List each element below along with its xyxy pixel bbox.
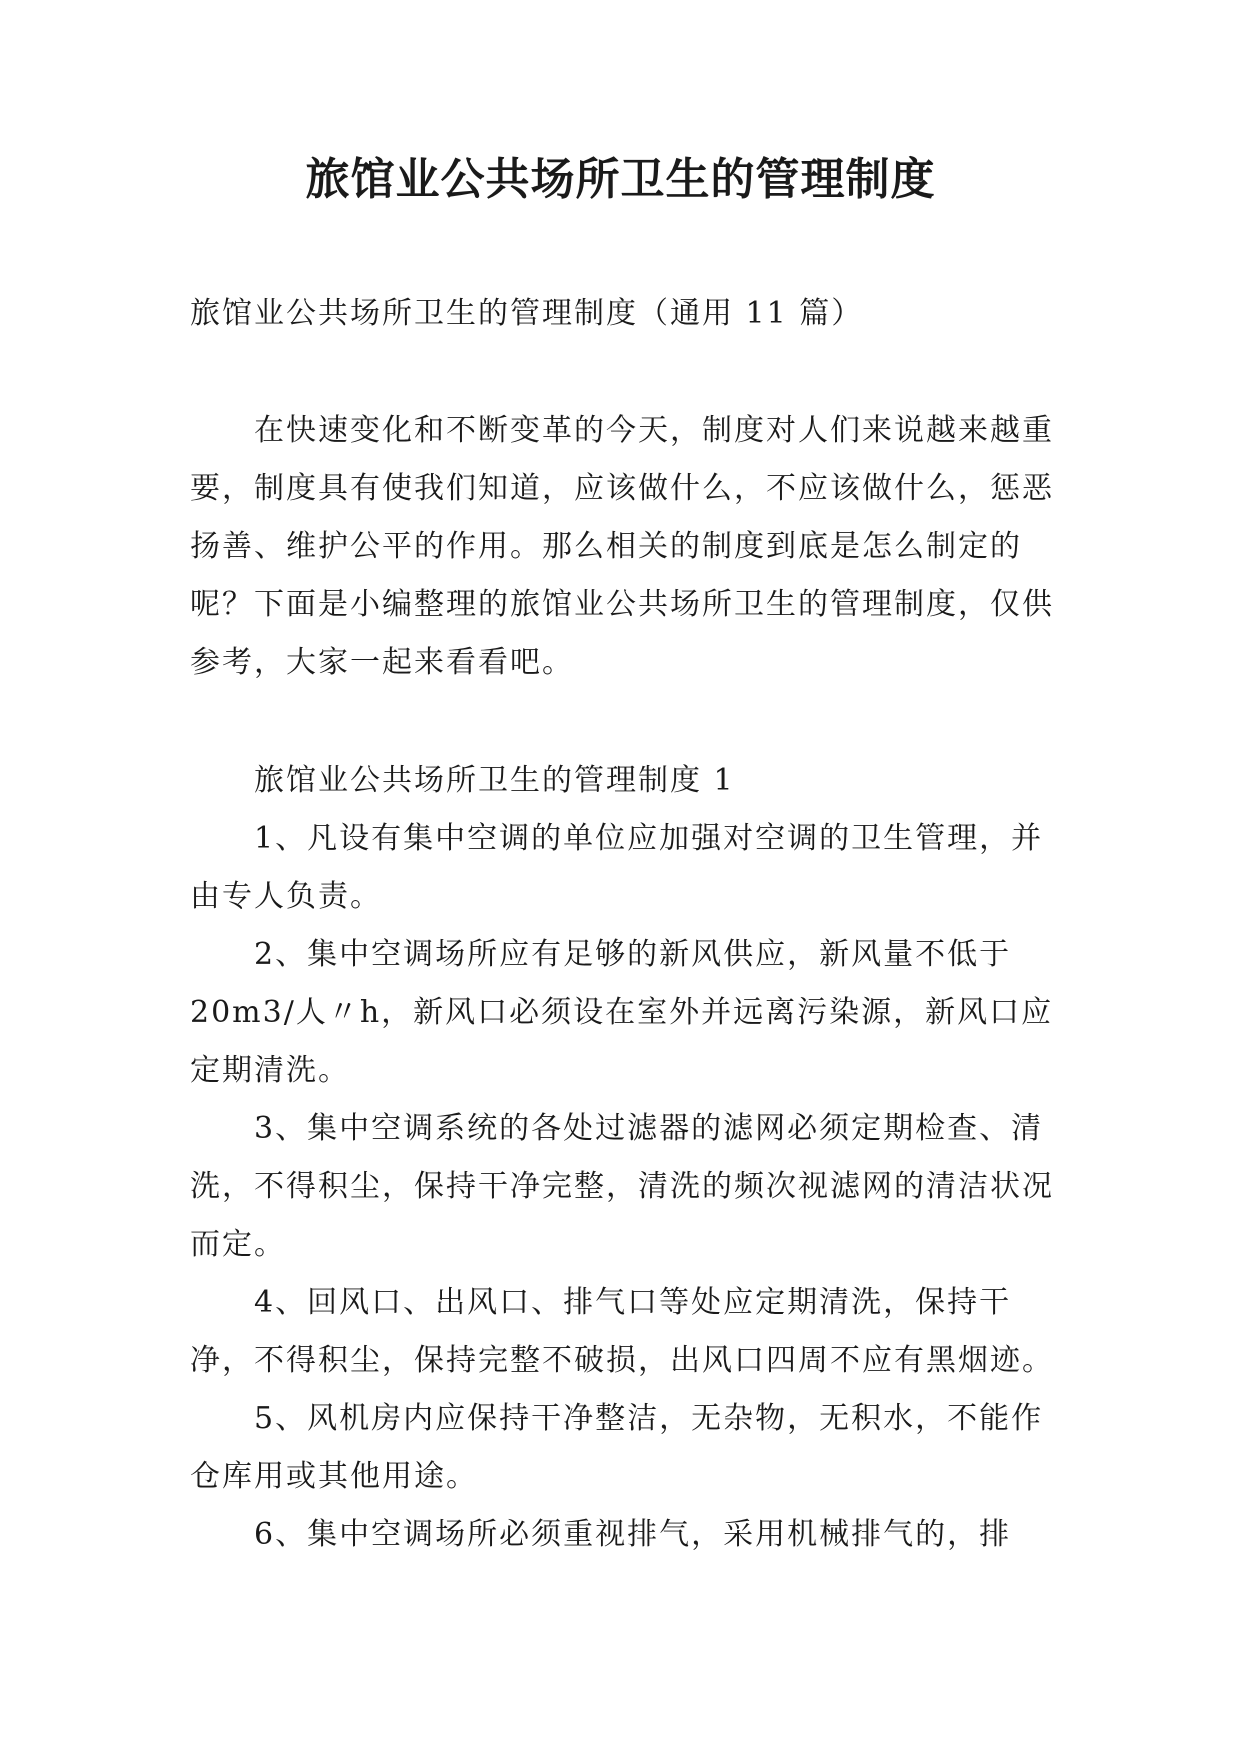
section-heading: 旅馆业公共场所卫生的管理制度 1	[254, 763, 735, 798]
document-subtitle: 旅馆业公共场所卫生的管理制度（通用 11 篇）	[190, 296, 864, 331]
intro-paragraph: 在快速变化和不断变革的今天，制度对人们来说越来越重要，制度具有使我们知道，应该做什么，不应该做什么，惩恶扬善、维护公平的作用。那么相关的制度到底是怎么制定的呢？下面是小编整理的旅馆业公共场所卫生的管理制度，仅供参考，大家一起来看看吧。	[190, 413, 1054, 680]
rule-item-3: 3、集中空调系统的各处过滤器的滤网必须定期检查、清洗，不得积尘，保持干净完整，清洗的频次视滤网的清洁状况而定。	[190, 1111, 1054, 1262]
rule-item-4: 4、回风口、出风口、排气口等处应定期清洗，保持干净，不得积尘，保持完整不破损，出风口四周不应有黑烟迹。	[190, 1285, 1054, 1378]
rule-item-5: 5、风机房内应保持干净整洁，无杂物，无积水，不能作仓库用或其他用途。	[190, 1401, 1044, 1494]
section-1	[190, 752, 1070, 1564]
rule-item-1: 1、凡设有集中空调的单位应加强对空调的卫生管理，并由专人负责。	[190, 821, 1044, 914]
rule-item-2: 2、集中空调场所应有足够的新风供应，新风量不低于20m3/人〃h，新风口必须设在室外并远离污染源，新风口应定期清洗。	[190, 937, 1054, 1088]
document-title: 旅馆业公共场所卫生的管理制度	[305, 154, 936, 205]
rule-item-6: 6、集中空调场所必须重视排气，采用机械排气的，排	[254, 1517, 1012, 1552]
